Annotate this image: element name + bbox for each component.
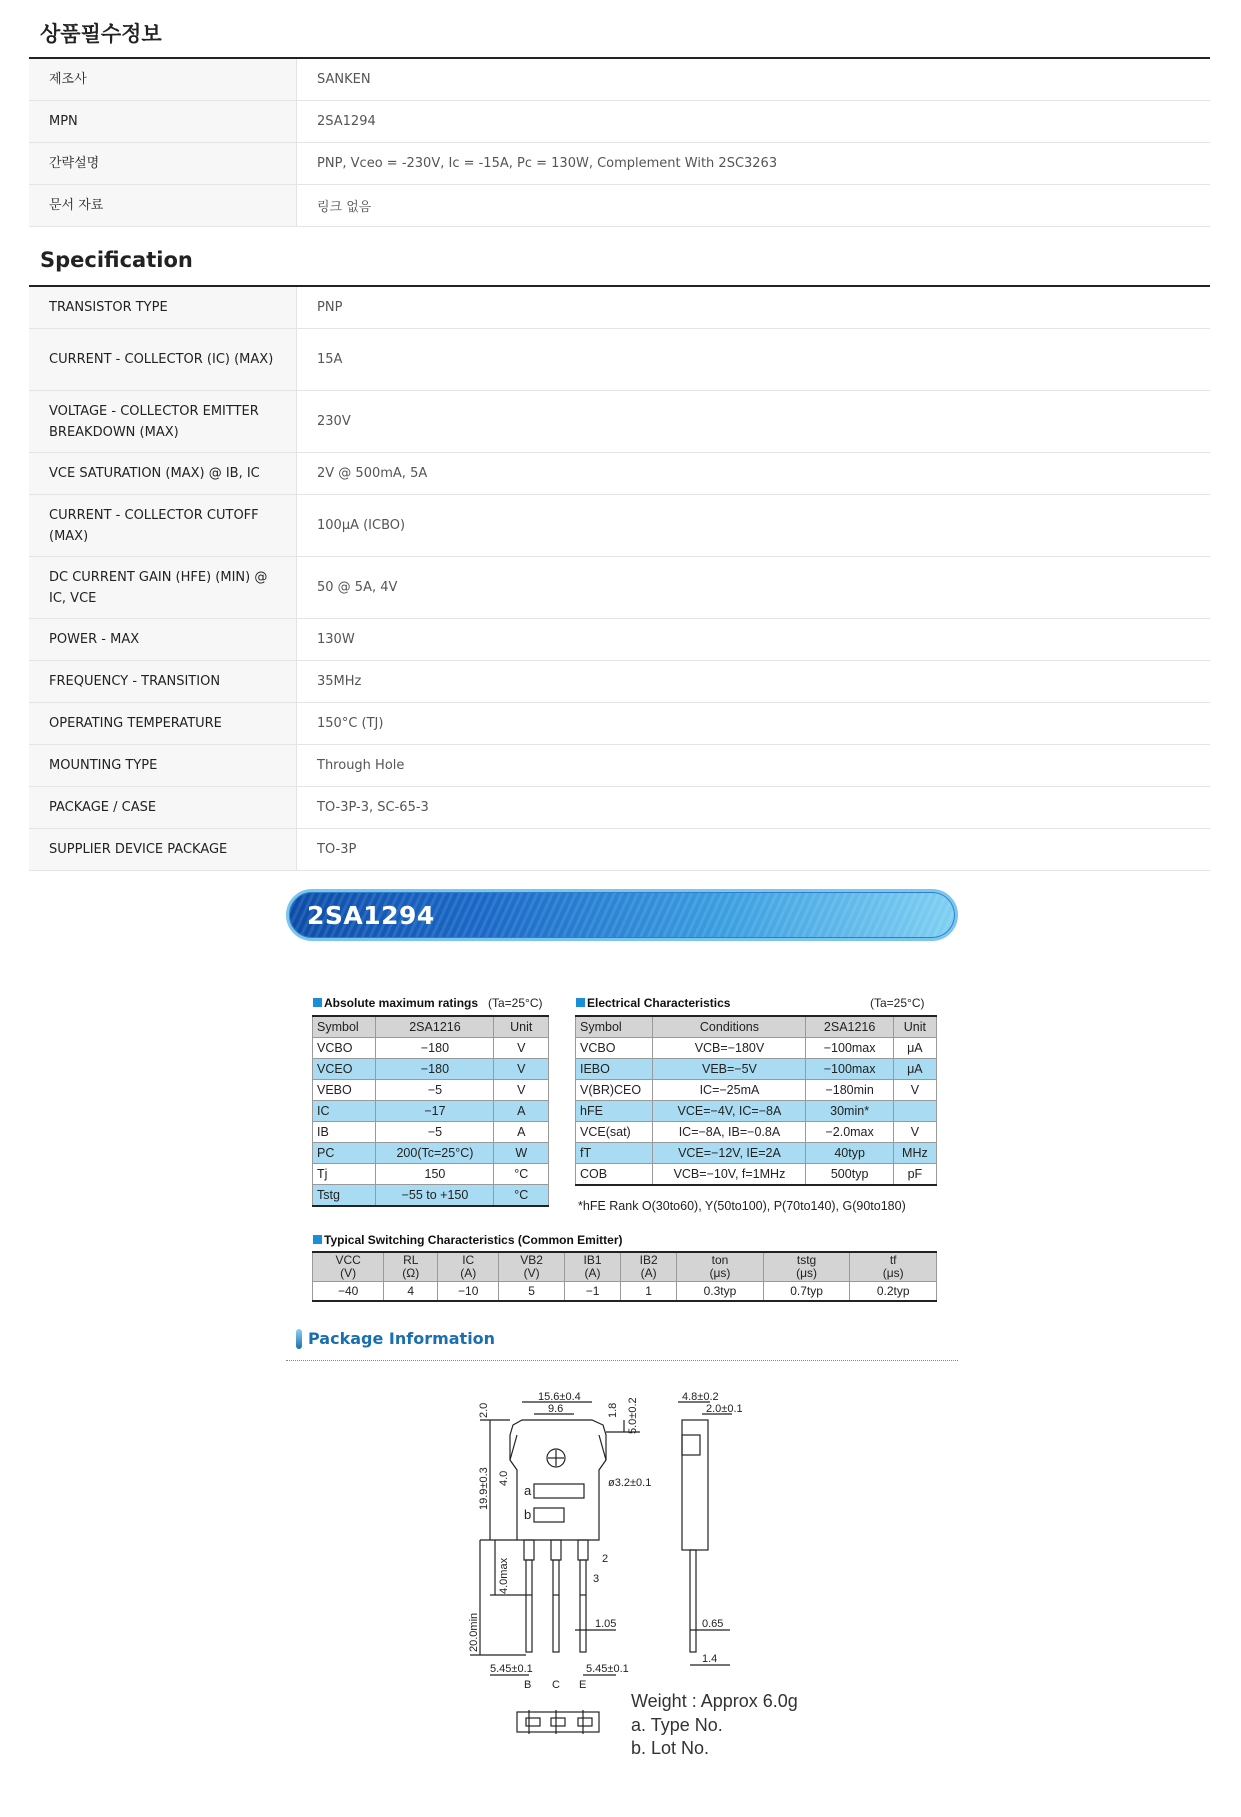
switching-header-cell: VCC (V) [313, 1252, 384, 1282]
spec-value: 150°C (TJ) [317, 716, 384, 731]
square-bullet-icon [576, 998, 585, 1007]
info-key: 간략설명 [29, 143, 297, 184]
pin-b: B [524, 1679, 532, 1691]
package-info-title: Package Information [308, 1329, 496, 1348]
elec-cell: VEB=−5V [653, 1059, 806, 1080]
switching-header-cell: ton (μs) [677, 1252, 764, 1282]
abs-max-row [313, 1143, 549, 1164]
dim-pitch-right: 5.45±0.1 [586, 1663, 629, 1675]
switching-title: Typical Switching Characteristics (Common Emitter) [313, 1233, 623, 1247]
dim-d5: 2 [602, 1553, 609, 1565]
abs-max-header-cell: 2SA1216 [376, 1016, 494, 1038]
abs-max-row [313, 1164, 549, 1185]
spec-key: VCE SATURATION (MAX) @ IB, IC [29, 453, 297, 494]
spec-key: OPERATING TEMPERATURE [29, 703, 297, 744]
info-key: MPN [29, 101, 297, 142]
spec-key: FREQUENCY - TRANSITION [29, 661, 297, 702]
switching-table [312, 1251, 937, 1302]
package-divider [286, 1360, 958, 1361]
spec-row [29, 391, 1210, 453]
spec-key: MOUNTING TYPE [29, 745, 297, 786]
elec-cell: 40typ [806, 1143, 893, 1164]
spec-value: TO-3P [317, 842, 357, 857]
elec-cell: μA [893, 1059, 936, 1080]
dim-height: 19.9±0.3 [478, 1467, 490, 1510]
switching-header-cell: RL (Ω) [384, 1252, 438, 1282]
abs-max-table [312, 1015, 549, 1207]
abs-max-cell: VCBO [313, 1038, 376, 1059]
dim-d3: 2.0 [478, 1402, 490, 1418]
switching-cell: 0.7typ [763, 1282, 850, 1302]
abs-max-condition: (Ta=25°C) [488, 996, 543, 1010]
spec-table [29, 285, 1210, 871]
elec-header [576, 1016, 937, 1038]
info-row [29, 59, 1210, 101]
package-note-a: a. Type No. [631, 1715, 723, 1735]
abs-max-cell: −5 [376, 1080, 494, 1101]
abs-max-row [313, 1059, 549, 1080]
spec-row [29, 787, 1210, 829]
elec-cell: VCE=−12V, IE=2A [653, 1143, 806, 1164]
mark-b: b [524, 1507, 532, 1522]
elec-header-cell: Conditions [653, 1016, 806, 1038]
elec-header-cell: Unit [893, 1016, 936, 1038]
dim-lead-len: 20.0min [468, 1612, 480, 1652]
abs-max-cell: °C [494, 1185, 549, 1207]
spec-row [29, 557, 1210, 619]
part-banner-label: 2SA1294 [307, 901, 435, 930]
package-dimension-labels [468, 1391, 743, 1691]
elec-cell: hFE [576, 1101, 653, 1122]
spec-key: CURRENT - COLLECTOR (IC) (MAX) [29, 329, 297, 390]
spec-value: Through Hole [317, 758, 405, 773]
abs-max-cell: VEBO [313, 1080, 376, 1101]
info-value[interactable] [297, 185, 1210, 226]
abs-max-cell: A [494, 1101, 549, 1122]
switching-cell: 1 [621, 1282, 677, 1302]
elec-cell: −100max [806, 1059, 893, 1080]
switching-header-cell: tf (μs) [850, 1252, 937, 1282]
spec-value: TO-3P-3, SC-65-3 [317, 800, 429, 815]
abs-max-cell: VCEO [313, 1059, 376, 1080]
spec-key: TRANSISTOR TYPE [29, 287, 297, 328]
dim-lead-w: 1.05 [595, 1618, 617, 1630]
elec-cell: V(BR)CEO [576, 1080, 653, 1101]
spec-key: DC CURRENT GAIN (HFE) (MIN) @ IC, VCE [29, 557, 297, 618]
abs-max-cell: 150 [376, 1164, 494, 1185]
abs-max-cell: °C [494, 1164, 549, 1185]
spec-key: CURRENT - COLLECTOR CUTOFF (MAX) [29, 495, 297, 556]
spec-row [29, 829, 1210, 871]
elec-cell: MHz [893, 1143, 936, 1164]
switching-cell: 0.2typ [850, 1282, 937, 1302]
abs-max-cell: IB [313, 1122, 376, 1143]
dim-d4: 4.0 [498, 1470, 510, 1486]
elec-cell: V [893, 1122, 936, 1143]
elec-cell: VCB=−10V, f=1MHz [653, 1164, 806, 1186]
abs-max-row [313, 1101, 549, 1122]
switching-cell: −1 [564, 1282, 620, 1302]
dim-d1: 1.8 [607, 1402, 619, 1418]
elec-condition: (Ta=25°C) [870, 996, 925, 1010]
spec-row [29, 661, 1210, 703]
elec-cell: μA [893, 1038, 936, 1059]
abs-max-cell: −55 to +150 [376, 1185, 494, 1207]
elec-cell: VCBO [576, 1038, 653, 1059]
switching-values-row [313, 1282, 937, 1302]
spec-value: 100μA (ICBO) [317, 518, 406, 533]
spec-key: PACKAGE / CASE [29, 787, 297, 828]
elec-cell [893, 1101, 936, 1122]
elec-cell: −180min [806, 1080, 893, 1101]
abs-max-cell: A [494, 1122, 549, 1143]
elec-cell: IC=−8A, IB=−0.8A [653, 1122, 806, 1143]
abs-max-cell: −180 [376, 1059, 494, 1080]
dim-side-tab: 2.0±0.1 [706, 1403, 743, 1415]
spec-value: 130W [317, 632, 355, 647]
dim-side-lead: 0.65 [702, 1618, 724, 1630]
spec-key: POWER - MAX [29, 619, 297, 660]
abs-max-header-cell: Unit [494, 1016, 549, 1038]
abs-max-row [313, 1038, 549, 1059]
elec-row [576, 1059, 937, 1080]
info-key: 문서 자료 [29, 185, 297, 226]
spec-value: 50 @ 5A, 4V [317, 580, 398, 595]
spec-value: PNP [317, 300, 343, 315]
elec-cell: COB [576, 1164, 653, 1186]
dim-hole: ø3.2±0.1 [608, 1477, 652, 1489]
spec-value: 35MHz [317, 674, 362, 689]
elec-cell: 500typ [806, 1164, 893, 1186]
elec-cell: IC=−25mA [653, 1080, 806, 1101]
elec-cell: 30min* [806, 1101, 893, 1122]
abs-max-cell: V [494, 1080, 549, 1101]
spec-key: VOLTAGE - COLLECTOR EMITTER BREAKDOWN (MAX) [29, 391, 297, 452]
dim-lead-top: 4.0max [498, 1557, 510, 1594]
dim-inner: 9.6 [548, 1403, 564, 1415]
abs-max-header [313, 1016, 549, 1038]
switching-header-cell: IB1 (A) [564, 1252, 620, 1282]
spec-row [29, 495, 1210, 557]
elec-cell: VCE(sat) [576, 1122, 653, 1143]
info-key: 제조사 [29, 59, 297, 100]
elec-cell: pF [893, 1164, 936, 1186]
info-row [29, 101, 1210, 143]
abs-max-cell: −5 [376, 1122, 494, 1143]
switching-header [313, 1252, 937, 1282]
doc-link-text: 링크 없음 [317, 200, 372, 215]
switching-cell: −40 [313, 1282, 384, 1302]
elec-cell: VCE=−4V, IC=−8A [653, 1101, 806, 1122]
elec-cell: VCB=−180V [653, 1038, 806, 1059]
switching-cell: 0.3typ [677, 1282, 764, 1302]
abs-max-header-cell: Symbol [313, 1016, 376, 1038]
switching-cell: 4 [384, 1282, 438, 1302]
square-bullet-icon [313, 1235, 322, 1244]
info-row [29, 185, 1210, 227]
abs-max-row [313, 1080, 549, 1101]
switching-cell: 5 [499, 1282, 565, 1302]
switching-header-cell: VB2 (V) [499, 1252, 565, 1282]
info-value: PNP, Vceo = -230V, Ic = -15A, Pc = 130W, Complement With 2SC3263 [317, 156, 778, 171]
abs-max-cell: V [494, 1038, 549, 1059]
elec-table [575, 1015, 937, 1186]
elec-cell: V [893, 1080, 936, 1101]
elec-cell: −100max [806, 1038, 893, 1059]
switching-cell: −10 [438, 1282, 499, 1302]
abs-max-cell: 200(Tc=25°C) [376, 1143, 494, 1164]
abs-max-cell: PC [313, 1143, 376, 1164]
switching-header-cell: IB2 (A) [621, 1252, 677, 1282]
mark-a: a [524, 1483, 532, 1498]
info-section-title: 상품필수정보 [40, 22, 162, 46]
abs-max-cell: Tj [313, 1164, 376, 1185]
spec-value: 15A [317, 352, 343, 367]
spec-key: SUPPLIER DEVICE PACKAGE [29, 829, 297, 870]
abs-max-cell: Tstg [313, 1185, 376, 1207]
pin-c: C [552, 1679, 560, 1691]
elec-header-cell: 2SA1216 [806, 1016, 893, 1038]
spec-value: 2V @ 500mA, 5A [317, 466, 428, 481]
dim-side-t: 4.8±0.2 [682, 1391, 719, 1403]
dim-top-width: 15.6±0.4 [538, 1391, 581, 1403]
spec-value: 230V [317, 414, 351, 429]
elec-row [576, 1038, 937, 1059]
spec-row [29, 745, 1210, 787]
spec-row [29, 703, 1210, 745]
part-banner [286, 889, 958, 941]
dim-side-bot: 1.4 [702, 1653, 718, 1665]
elec-row [576, 1080, 937, 1101]
elec-header-cell: Symbol [576, 1016, 653, 1038]
pin-e: E [579, 1679, 587, 1691]
elec-cell: fT [576, 1143, 653, 1164]
info-value: SANKEN [317, 72, 371, 87]
elec-cell: IEBO [576, 1059, 653, 1080]
info-value: 2SA1294 [317, 114, 376, 129]
abs-max-cell: IC [313, 1101, 376, 1122]
spec-row [29, 329, 1210, 391]
package-note-b: b. Lot No. [631, 1738, 710, 1758]
spec-row [29, 453, 1210, 495]
dim-d6: 3 [593, 1573, 600, 1585]
info-row [29, 143, 1210, 185]
abs-max-title: Absolute maximum ratings [313, 996, 478, 1010]
hfe-rank-note: *hFE Rank O(30to60), Y(50to100), P(70to140), G(90to180) [578, 1199, 906, 1213]
elec-cell: −2.0max [806, 1122, 893, 1143]
dim-d2: 5.0±0.2 [627, 1397, 639, 1434]
abs-max-cell: V [494, 1059, 549, 1080]
abs-max-cell: W [494, 1143, 549, 1164]
package-info-icon [296, 1329, 302, 1349]
elec-row [576, 1101, 937, 1122]
abs-max-cell: −17 [376, 1101, 494, 1122]
spec-section-title: Specification [40, 248, 193, 272]
abs-max-row [313, 1185, 549, 1207]
elec-row [576, 1122, 937, 1143]
elec-row [576, 1164, 937, 1186]
info-table [29, 57, 1210, 227]
switching-header-cell: tstg (μs) [763, 1252, 850, 1282]
abs-max-row [313, 1122, 549, 1143]
spec-row [29, 287, 1210, 329]
elec-row [576, 1143, 937, 1164]
spec-row [29, 619, 1210, 661]
square-bullet-icon [313, 998, 322, 1007]
package-weight: Weight : Approx 6.0g [631, 1691, 798, 1711]
dim-pitch-left: 5.45±0.1 [490, 1663, 533, 1675]
abs-max-cell: −180 [376, 1038, 494, 1059]
switching-header-cell: IC (A) [438, 1252, 499, 1282]
elec-title: Electrical Characteristics [576, 996, 730, 1010]
